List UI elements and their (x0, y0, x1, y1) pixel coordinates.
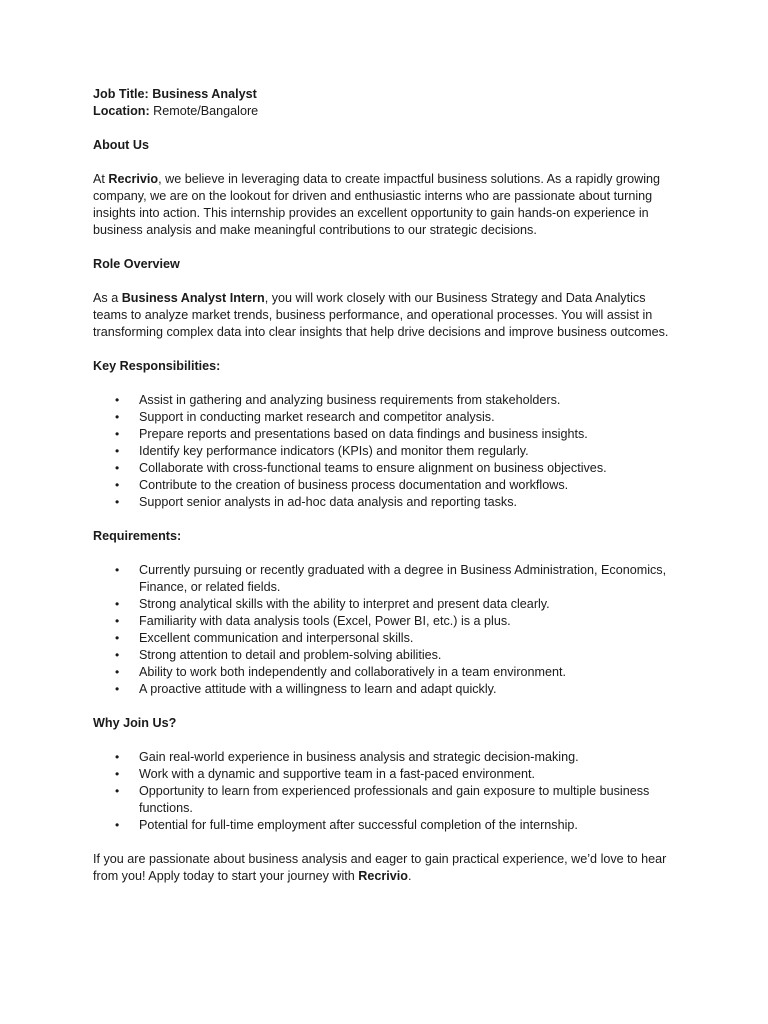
location-value: Remote/Bangalore (153, 104, 259, 118)
list-item (93, 647, 683, 664)
list-item-text: Currently pursuing or recently graduated with a degree in Business Administration, Economics, Finance, or related fields. (139, 563, 667, 594)
list-item-text: Potential for full-time employment after successful completion of the internship. (139, 818, 578, 832)
why-heading: Why Join Us? (93, 716, 177, 730)
closing-paragraph (93, 851, 683, 885)
job-posting-document (93, 86, 683, 885)
requirements-heading: Requirements: (93, 529, 182, 543)
bullet-icon: • (115, 614, 120, 628)
list-item (93, 596, 683, 613)
location-line (93, 103, 683, 120)
bullet-icon: • (115, 665, 120, 679)
list-item (93, 494, 683, 511)
about-paragraph (93, 171, 683, 239)
list-item (93, 443, 683, 460)
role-text: , you will work closely with our Business Strategy and Data Analytics teams to analyze market trends, business performance, and operational processes. You will assist in transforming complex data into clear insights that help drive decisions and improve business outcomes. (93, 291, 669, 339)
about-prefix: At (93, 172, 109, 186)
list-item (93, 409, 683, 426)
list-item-text: Support in conducting market research and competitor analysis. (139, 410, 495, 424)
bullet-icon: • (115, 410, 120, 424)
list-item (93, 766, 683, 783)
list-item (93, 477, 683, 494)
bullet-icon: • (115, 682, 120, 696)
closing-company: Recrivio (358, 869, 408, 883)
role-heading: Role Overview (93, 257, 180, 271)
list-item-text: A proactive attitude with a willingness to learn and adapt quickly. (139, 682, 497, 696)
list-item (93, 783, 683, 817)
job-title-value: Business Analyst (152, 87, 257, 101)
bullet-icon: • (115, 767, 120, 781)
responsibilities-list (93, 392, 683, 511)
list-item-text: Work with a dynamic and supportive team in a fast-paced environment. (139, 767, 535, 781)
list-item-text: Familiarity with data analysis tools (Excel, Power BI, etc.) is a plus. (139, 614, 511, 628)
list-item (93, 817, 683, 834)
list-item (93, 681, 683, 698)
list-item-text: Prepare reports and presentations based on data findings and business insights. (139, 427, 588, 441)
bullet-icon: • (115, 461, 120, 475)
list-item-text: Support senior analysts in ad-hoc data analysis and reporting tasks. (139, 495, 518, 509)
list-item-text: Identify key performance indicators (KPIs) and monitor them regularly. (139, 444, 529, 458)
bullet-icon: • (115, 631, 120, 645)
list-item-text: Gain real-world experience in business analysis and strategic decision-making. (139, 750, 579, 764)
bullet-icon: • (115, 597, 120, 611)
why-list (93, 749, 683, 834)
bullet-icon: • (115, 427, 120, 441)
closing-text: If you are passionate about business analysis and eager to gain practical experience, we’d love to hear from you! Apply today to start your journey with (93, 852, 667, 883)
bullet-icon: • (115, 393, 120, 407)
list-item (93, 613, 683, 630)
list-item-text: Assist in gathering and analyzing business requirements from stakeholders. (139, 393, 561, 407)
location-label: Location: (93, 104, 150, 118)
job-title-label: Job Title: (93, 87, 149, 101)
bullet-icon: • (115, 750, 120, 764)
list-item-text: Excellent communication and interpersonal skills. (139, 631, 414, 645)
bullet-icon: • (115, 784, 120, 798)
bullet-icon: • (115, 495, 120, 509)
about-company: Recrivio (108, 172, 159, 186)
role-prefix: As a (93, 291, 122, 305)
list-item-text: Collaborate with cross-functional teams to ensure alignment on business objectives. (139, 461, 607, 475)
bullet-icon: • (115, 648, 120, 662)
closing-suffix: . (408, 869, 412, 883)
list-item (93, 392, 683, 409)
list-item-text: Contribute to the creation of business process documentation and workflows. (139, 478, 569, 492)
list-item (93, 630, 683, 647)
bullet-icon: • (115, 478, 120, 492)
list-item (93, 664, 683, 681)
bullet-icon: • (115, 818, 120, 832)
about-heading: About Us (93, 138, 149, 152)
list-item-text: Strong analytical skills with the ability to interpret and present data clearly. (139, 597, 550, 611)
list-item (93, 460, 683, 477)
role-name: Business Analyst Intern (121, 291, 265, 305)
role-paragraph (93, 290, 683, 341)
list-item-text: Strong attention to detail and problem-solving abilities. (139, 648, 442, 662)
list-item-text: Ability to work both independently and collaboratively in a team environment. (139, 665, 567, 679)
responsibilities-heading: Key Responsibilities: (93, 359, 221, 373)
list-item (93, 562, 683, 596)
job-title-line (93, 86, 683, 103)
about-text: , we believe in leveraging data to create impactful business solutions. As a rapidly growing company, we are on the lookout for driven and enthusiastic interns who are passionate about turning insights into action. This internship provides an excellent opportunity to gain hands-on experience in business analysis and make meaningful contributions to our strategic decisions. (93, 172, 661, 237)
bullet-icon: • (115, 444, 120, 458)
bullet-icon: • (115, 563, 120, 577)
list-item (93, 749, 683, 766)
requirements-list (93, 562, 683, 698)
list-item-text: Opportunity to learn from experienced professionals and gain exposure to multiple business functions. (139, 784, 650, 815)
list-item (93, 426, 683, 443)
